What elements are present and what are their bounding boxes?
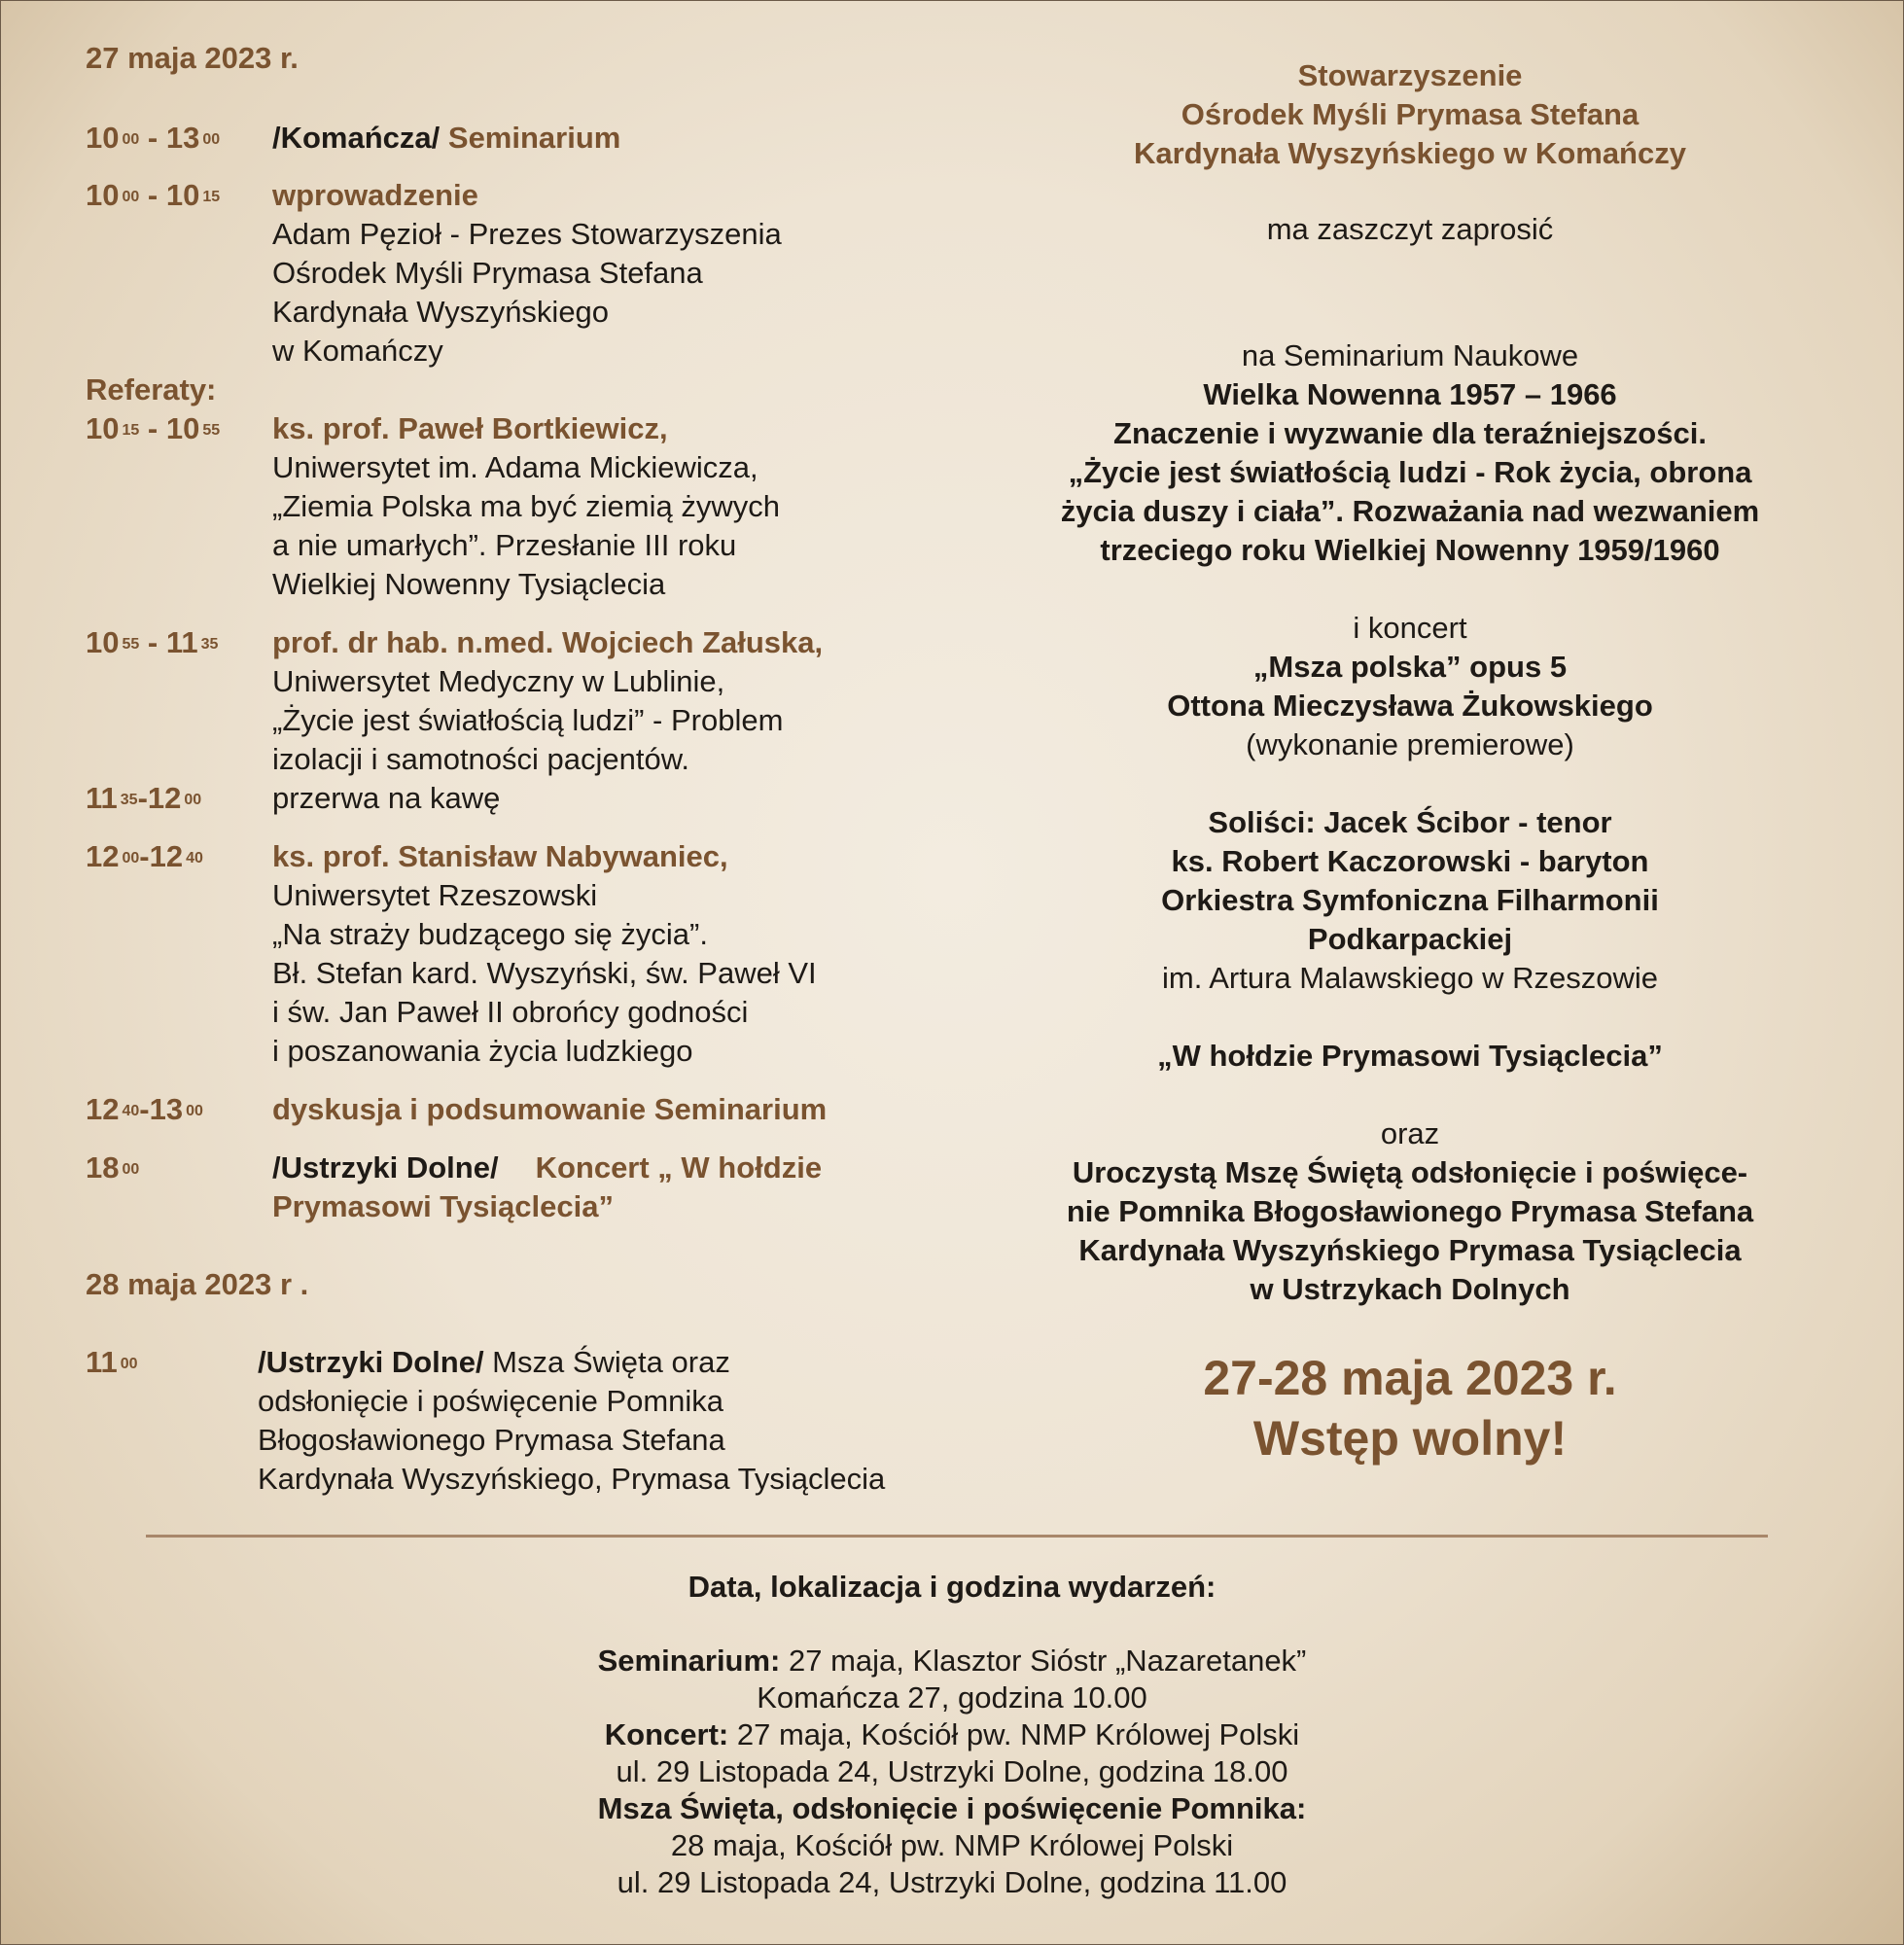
item-title: przerwa na kawę — [272, 781, 501, 815]
time: 10 $^{55}$ - 11 $^{35}$ — [86, 625, 219, 659]
item-line: odsłonięcie i poświęcenie Pomnika — [258, 1384, 724, 1418]
day1-heading: 27 maja 2023 r. — [86, 41, 299, 75]
item-line: i poszanowania życia ludzkiego — [272, 1034, 693, 1068]
concert-title-line: Ottona Mieczysława Żukowskiego — [1167, 689, 1653, 723]
free-entry: Wstęp wolny! — [1252, 1411, 1568, 1466]
soloists-note: im. Artura Malawskiego w Rzeszowie — [1162, 961, 1658, 995]
place: /Ustrzyki Dolne/ — [258, 1345, 484, 1379]
agenda-item-discussion — [86, 1090, 980, 1129]
item-line: Ośrodek Myśli Prymasa Stefana — [272, 256, 703, 290]
agenda-item-lecture-2 — [86, 623, 980, 779]
agenda-item-mass — [86, 1343, 980, 1499]
seminar-title-line: Wielka Nowenna 1957 – 1966 — [1203, 377, 1617, 411]
item-line: Kardynała Wyszyńskiego, Prymasa Tysiąclecia — [258, 1462, 886, 1496]
seminar-intro: na Seminarium Naukowe — [1241, 338, 1579, 372]
mass-line: nie Pomnika Błogosławionego Prymasa Stefana — [1066, 1194, 1754, 1228]
seminar-title-line: „Życie jest światłością ludzi - Rok życia, obrona — [1068, 455, 1752, 489]
time: 18 $^{00}$ — [86, 1150, 140, 1185]
seminar-detail: 27 maja, Klasztor Sióstr „Nazaretanek” — [780, 1644, 1307, 1678]
concert-detail: 27 maja, Kościół pw. NMP Królowej Polski — [728, 1717, 1300, 1751]
time: 12 $^{00}$-12 $^{40}$ — [86, 839, 203, 873]
seminar-detail-2: Komańcza 27, godzina 10.00 — [757, 1680, 1147, 1715]
tribute-title: „W hołdzie Prymasowi Tysiąclecia” — [1157, 1039, 1663, 1073]
item-line: Wielkiej Nowenny Tysiąclecia — [272, 567, 666, 601]
day2-heading: 28 maja 2023 r . — [86, 1267, 309, 1301]
item-title-cont: Prymasowi Tysiąclecia” — [272, 1189, 614, 1223]
agenda-item-intro — [86, 176, 980, 371]
item-title: wprowadzenie — [272, 178, 478, 212]
item-line: izolacji i samotności pacjentów. — [272, 742, 690, 776]
time: 10 $^{00}$ - 10 $^{15}$ — [86, 178, 221, 212]
item-title: ks. prof. Paweł Bortkiewicz, — [272, 411, 668, 445]
item-title: Koncert „ W hołdzie — [535, 1150, 823, 1185]
event-details — [0, 1569, 1904, 1901]
seminar-title-line: Znaczenie i wyzwanie dla teraźniejszości. — [1113, 416, 1707, 450]
agenda-item-concert — [86, 1149, 980, 1226]
referaty-heading: Referaty: — [86, 372, 217, 407]
mass-detail: 28 maja, Kościół pw. NMP Królowej Polski — [670, 1828, 1234, 1862]
item-title: Msza Święta oraz — [483, 1345, 730, 1379]
concert-title-line: „Msza polska” opus 5 — [1252, 650, 1568, 684]
organizer-line: Ośrodek Myśli Prymasa Stefana — [1181, 97, 1640, 131]
organizer-line: Kardynała Wyszyńskiego w Komańczy — [1134, 136, 1686, 170]
mass-line: w Ustrzykach Dolnych — [1250, 1272, 1570, 1306]
item-line: i św. Jan Paweł II obrońcy godności — [272, 995, 749, 1029]
time: 10 $^{00}$ - 13 $^{00}$ — [86, 121, 221, 155]
item-line: Uniwersytet Rzeszowski — [272, 878, 598, 912]
programme-column — [86, 39, 980, 1499]
and-text: oraz — [1380, 1116, 1440, 1150]
item-title: dyskusja i podsumowanie Seminarium — [272, 1092, 828, 1126]
time: 11 $^{35}$-12 $^{00}$ — [86, 781, 202, 815]
mass-line: Kardynała Wyszyńskiego Prymasa Tysiąclecia — [1078, 1233, 1742, 1267]
item-line: „Ziemia Polska ma być ziemią żywych — [272, 489, 780, 523]
concert-label: Koncert: — [604, 1717, 729, 1751]
concert-intro: i koncert — [1353, 611, 1467, 645]
seminar-title-line: życia duszy i ciała”. Rozważania nad wezwaniem — [1060, 494, 1760, 528]
item-line: a nie umarłych”. Przesłanie III roku — [272, 528, 737, 562]
seminar-title-line: trzeciego roku Wielkiej Nowenny 1959/1960 — [1100, 533, 1720, 567]
mass-label: Msza Święta, odsłonięcie i poświęcenie Pomnika: — [597, 1791, 1307, 1825]
concert-note: (wykonanie premierowe) — [1246, 727, 1574, 761]
event-dates: 27-28 maja 2023 r. — [1203, 1351, 1617, 1405]
mass-detail-2: ul. 29 Listopada 24, Ustrzyki Dolne, godzina 11.00 — [617, 1865, 1287, 1899]
item-line: „Na straży budzącego się życia”. — [272, 917, 708, 951]
mass-line: Uroczystą Mszę Świętą odsłonięcie i poświęce- — [1072, 1155, 1748, 1189]
agenda-item-break — [86, 779, 980, 818]
item-title: prof. dr hab. n.med. Wojciech Załuska, — [272, 625, 824, 659]
item-line: Uniwersytet im. Adama Mickiewicza, — [272, 450, 758, 484]
concert-detail-2: ul. 29 Listopada 24, Ustrzyki Dolne, godzina 18.00 — [616, 1754, 1288, 1788]
seminar-label: Seminarium: — [597, 1644, 781, 1678]
soloists-line: Orkiestra Symfoniczna Filharmonii — [1161, 883, 1659, 917]
soloists-line: ks. Robert Kaczorowski - baryton — [1171, 844, 1649, 878]
soloists-line: Soliści: Jacek Ścibor - tenor — [1208, 805, 1612, 839]
item-title: Seminarium — [440, 121, 621, 155]
invitation-column — [982, 56, 1838, 1468]
place: /Komańcza/ — [272, 121, 441, 155]
item-line: Uniwersytet Medyczny w Lublinie, — [272, 664, 725, 698]
item-line: Błogosławionego Prymasa Stefana — [258, 1423, 725, 1457]
place: /Ustrzyki Dolne/ — [272, 1150, 499, 1185]
invite-text: ma zaszczyt zaprosić — [1266, 212, 1554, 246]
time: 12 $^{40}$-13 $^{00}$ — [86, 1092, 203, 1126]
item-line: Kardynała Wyszyńskiego — [272, 295, 610, 329]
item-line: Adam Pęzioł - Prezes Stowarzyszenia — [272, 217, 782, 251]
agenda-item-lecture-3 — [86, 837, 980, 1071]
time: 10 $^{15}$ - 10 $^{55}$ — [86, 411, 221, 445]
soloists-line: Podkarpackiej — [1307, 922, 1513, 956]
item-line: w Komańczy — [272, 334, 443, 368]
divider — [146, 1535, 1768, 1538]
item-line: Bł. Stefan kard. Wyszyński, św. Paweł VI — [272, 956, 817, 990]
item-title: ks. prof. Stanisław Nabywaniec, — [272, 839, 728, 873]
agenda-item-seminar — [86, 119, 980, 158]
organizer-line: Stowarzyszenie — [1297, 58, 1523, 92]
item-line: „Życie jest światłością ludzi” - Problem — [272, 703, 784, 737]
time: 11 $^{00}$ — [86, 1345, 138, 1379]
details-heading: Data, lokalizacja i godzina wydarzeń: — [688, 1570, 1216, 1604]
agenda-item-lecture-1 — [86, 409, 980, 604]
